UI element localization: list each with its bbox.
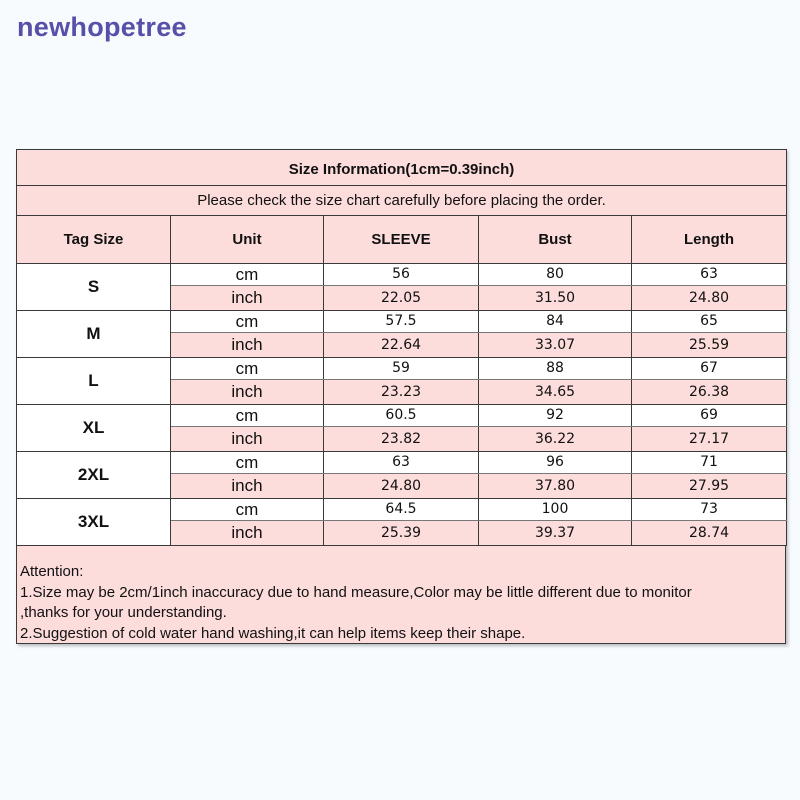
header-tag-size: Tag Size xyxy=(17,216,171,264)
tag-size-cell: L xyxy=(17,358,171,405)
attention-line-1: 1.Size may be 2cm/1inch inaccuracy due to hand measure,Color may be little different due to monitor xyxy=(20,583,692,601)
chart-subtitle: Please check the size chart carefully before placing the order. xyxy=(17,186,787,216)
tag-size-cell: 3XL xyxy=(17,499,171,546)
sleeve-inch-cell: 22.05 xyxy=(324,286,479,311)
tag-size-cell: XL xyxy=(17,405,171,452)
table-row xyxy=(17,358,787,380)
bust-cm-cell: 96 xyxy=(479,452,632,474)
header-bust: Bust xyxy=(479,216,632,264)
length-cm-cell: 73 xyxy=(632,499,787,521)
bust-inch-cell: 36.22 xyxy=(479,427,632,452)
unit-cell: cm xyxy=(171,264,324,286)
length-inch-cell: 25.59 xyxy=(632,333,787,358)
sleeve-inch-cell: 23.82 xyxy=(324,427,479,452)
bust-inch-cell: 31.50 xyxy=(479,286,632,311)
tag-size-cell: S xyxy=(17,264,171,311)
sleeve-inch-cell: 23.23 xyxy=(324,380,479,405)
bust-inch-cell: 37.80 xyxy=(479,474,632,499)
sleeve-inch-cell: 24.80 xyxy=(324,474,479,499)
sleeve-cm-cell: 60.5 xyxy=(324,405,479,427)
table-row xyxy=(17,499,787,521)
bust-cm-cell: 84 xyxy=(479,311,632,333)
unit-cell: inch xyxy=(171,286,324,311)
brand-watermark: newhopetree xyxy=(17,12,187,42)
length-inch-cell: 27.17 xyxy=(632,427,787,452)
unit-cell: inch xyxy=(171,521,324,546)
bust-cm-cell: 88 xyxy=(479,358,632,380)
header-sleeve: SLEEVE xyxy=(324,216,479,264)
chart-title: Size Information(1cm=0.39inch) xyxy=(17,150,787,186)
unit-cell: cm xyxy=(171,358,324,380)
sleeve-inch-cell: 22.64 xyxy=(324,333,479,358)
size-table xyxy=(16,149,787,546)
unit-cell: inch xyxy=(171,333,324,358)
bust-inch-cell: 34.65 xyxy=(479,380,632,405)
sleeve-cm-cell: 59 xyxy=(324,358,479,380)
sleeve-inch-cell: 25.39 xyxy=(324,521,479,546)
length-cm-cell: 67 xyxy=(632,358,787,380)
bust-inch-cell: 39.37 xyxy=(479,521,632,546)
attention-notes xyxy=(16,546,786,644)
bust-cm-cell: 80 xyxy=(479,264,632,286)
length-cm-cell: 63 xyxy=(632,264,787,286)
table-row xyxy=(17,452,787,474)
table-row xyxy=(17,311,787,333)
sleeve-cm-cell: 63 xyxy=(324,452,479,474)
length-inch-cell: 24.80 xyxy=(632,286,787,311)
unit-cell: cm xyxy=(171,452,324,474)
unit-cell: inch xyxy=(171,380,324,405)
attention-line-2: ,thanks for your understanding. xyxy=(20,604,227,621)
length-inch-cell: 27.95 xyxy=(632,474,787,499)
sleeve-cm-cell: 57.5 xyxy=(324,311,479,333)
bust-cm-cell: 92 xyxy=(479,405,632,427)
header-row xyxy=(17,216,787,264)
length-cm-cell: 71 xyxy=(632,452,787,474)
unit-cell: cm xyxy=(171,405,324,427)
unit-cell: cm xyxy=(171,499,324,521)
unit-cell: cm xyxy=(171,311,324,333)
size-chart xyxy=(16,149,786,644)
bust-inch-cell: 33.07 xyxy=(479,333,632,358)
table-row xyxy=(17,405,787,427)
unit-cell: inch xyxy=(171,474,324,499)
length-inch-cell: 26.38 xyxy=(632,380,787,405)
attention-heading: Attention: xyxy=(20,563,84,580)
table-row xyxy=(17,264,787,286)
unit-cell: inch xyxy=(171,427,324,452)
sleeve-cm-cell: 56 xyxy=(324,264,479,286)
bust-cm-cell: 100 xyxy=(479,499,632,521)
sleeve-cm-cell: 64.5 xyxy=(324,499,479,521)
length-cm-cell: 69 xyxy=(632,405,787,427)
header-unit: Unit xyxy=(171,216,324,264)
attention-line-3: 2.Suggestion of cold water hand washing,it can help items keep their shape. xyxy=(20,624,526,642)
tag-size-cell: M xyxy=(17,311,171,358)
length-inch-cell: 28.74 xyxy=(632,521,787,546)
tag-size-cell: 2XL xyxy=(17,452,171,499)
length-cm-cell: 65 xyxy=(632,311,787,333)
header-length: Length xyxy=(632,216,787,264)
